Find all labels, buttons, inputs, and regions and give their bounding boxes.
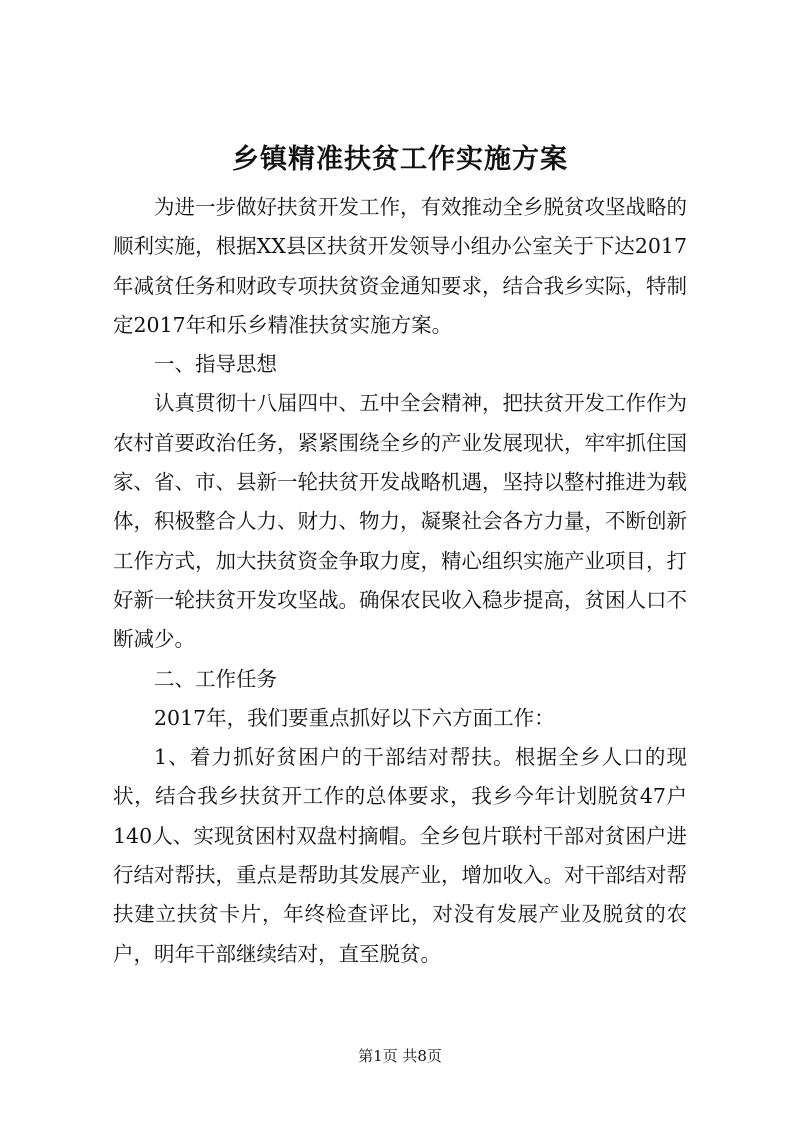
work-tasks-lead-paragraph: 2017年，我们要重点抓好以下六方面工作： bbox=[154, 705, 555, 730]
section-heading-guiding-ideology: 一、指导思想 bbox=[154, 352, 277, 377]
section-heading-work-tasks: 二、工作任务 bbox=[154, 666, 277, 691]
intro-paragraph: 为进一步做好扶贫开发工作，有效推动全乡脱贫攻坚战略的顺利实施，根据XX县区扶贫开发领导小组办公室关于下达2017年减贫任务和财政专项扶贫资金通知要求，结合我乡实际，特制定2017年和乐乡精准扶贫实施方案。 bbox=[113, 195, 687, 337]
document-body bbox=[113, 188, 687, 974]
page-number-footer: 第1页 共8页 bbox=[358, 1047, 442, 1065]
document-title: 乡镇精准扶贫工作实施方案 bbox=[232, 144, 568, 175]
guiding-ideology-paragraph: 认真贯彻十八届四中、五中全会精神，把扶贫开发工作作为农村首要政治任务，紧紧围绕全乡的产业发展现状，牢牢抓住国家、省、市、县新一轮扶贫开发战略机遇，坚持以整村推进为载体，积极整合人力、财力、物力，凝聚社会各方力量，不断创新工作方式，加大扶贫资金争取力度，精心组织实施产业项目，打好新一轮扶贫开发攻坚战。确保农民收入稳步提高，贫困人口不断减少。 bbox=[113, 391, 687, 652]
task-item-1-paragraph: 1、着力抓好贫困户的干部结对帮扶。根据全乡人口的现状，结合我乡扶贫开工作的总体要求，我乡今年计划脱贫47户140人、实现贫困村双盘村摘帽。全乡包片联村干部对贫困户进行结对帮扶，重点是帮助其发展产业，增加收入。对干部结对帮扶建立扶贫卡片，年终检查评比，对没有发展产业及脱贫的农户，明年干部继续结对，直至脱贫。 bbox=[113, 745, 687, 966]
